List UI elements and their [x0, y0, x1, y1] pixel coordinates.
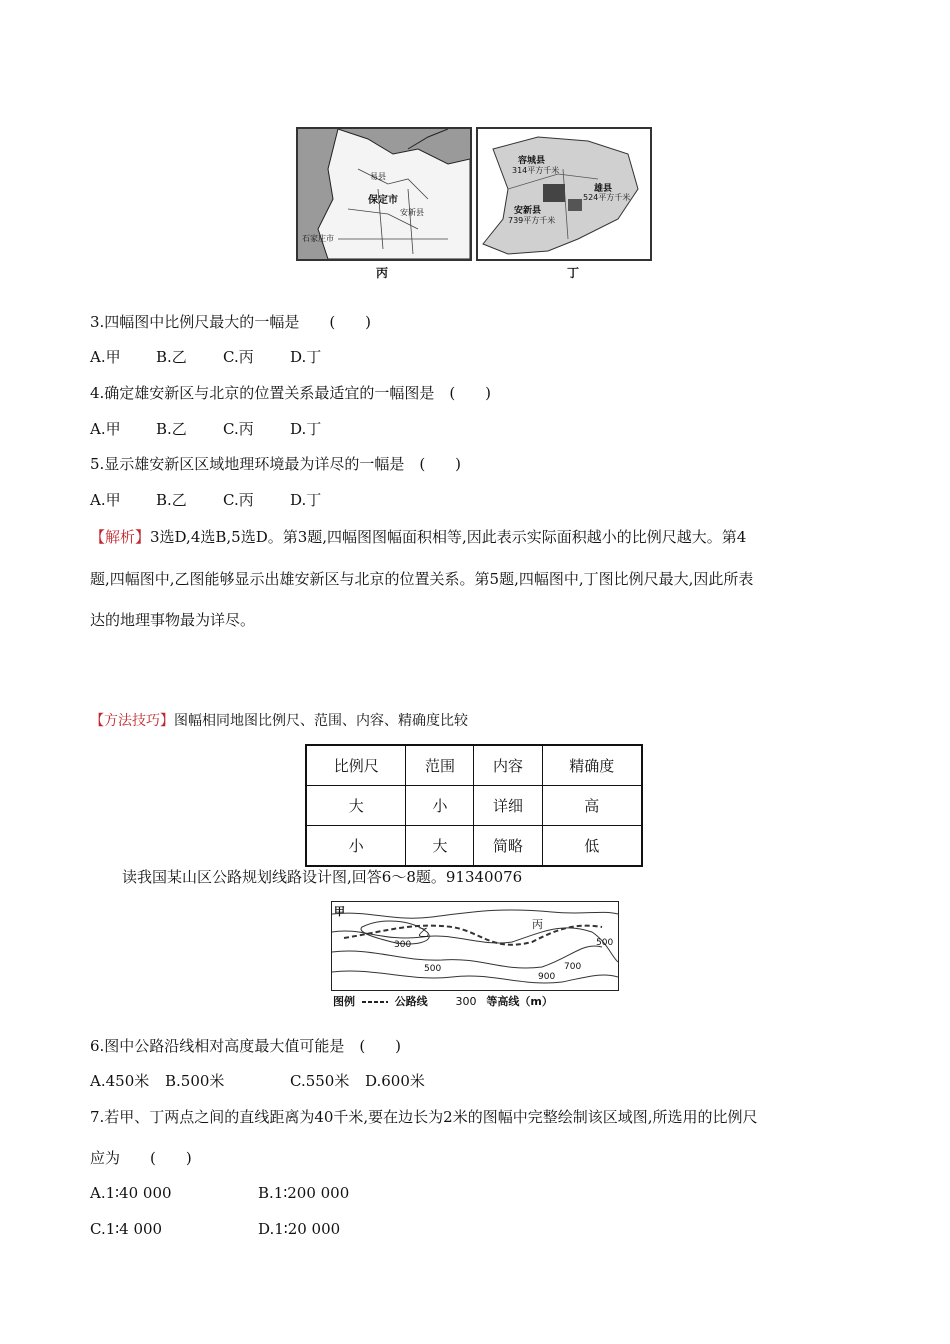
analysis-tag: 【解析】 — [90, 528, 151, 546]
legend-contour-label: 等高线（m） — [486, 995, 553, 1008]
map-ding — [476, 127, 652, 261]
table-cell: 详细 — [474, 786, 542, 826]
ding-xiongxian: 雄县 — [594, 184, 613, 194]
table-cell: 大 — [406, 826, 474, 867]
option-d: D.丁 — [290, 491, 322, 509]
map-bing-label: 保定市 — [368, 195, 398, 206]
analysis-line-2: 题,四幅图中,乙图能够显示出雄安新区与北京的位置关系。第5题,四幅图中,丁图比例尺最大,因此所表 — [90, 570, 754, 588]
map-bing-label: 石家庄市 — [302, 234, 334, 243]
caption-ding: 丁 — [567, 266, 580, 280]
question-6-options — [90, 1070, 425, 1091]
map-bing — [296, 127, 472, 261]
option-b: B.乙 — [156, 491, 187, 509]
contour-label-jia: 甲 — [334, 905, 345, 918]
table-row — [306, 786, 642, 826]
contour-label-300: 300 — [394, 940, 412, 950]
contour-label-700: 700 — [564, 962, 582, 972]
table-header-cell: 范围 — [406, 745, 474, 786]
legend-contour-value: 300 — [455, 995, 477, 1008]
contour-label-bing: 丙 — [532, 918, 543, 931]
question-5-options — [90, 489, 321, 510]
option-a: A.450米 — [90, 1072, 150, 1090]
option-a: A.1∶40 000 — [90, 1184, 172, 1202]
option-d: D.丁 — [290, 420, 322, 438]
table-header-cell: 内容 — [474, 745, 542, 786]
table-header-cell: 精确度 — [542, 745, 642, 786]
caption-bing: 丙 — [376, 266, 389, 280]
ding-xiongxian-area: 524平方千米 — [583, 193, 631, 202]
table-cell: 小 — [406, 786, 474, 826]
option-c: C.丙 — [223, 420, 254, 438]
table-cell: 小 — [306, 826, 406, 867]
question-7-line-2: 应为 ( ) — [90, 1149, 192, 1167]
ding-rongcheng-area: 314平方千米 — [512, 166, 560, 175]
method-title: 图幅相同地图比例尺、范围、内容、精确度比较 — [174, 713, 468, 729]
table-cell: 高 — [542, 786, 642, 826]
option-a: A.甲 — [90, 491, 121, 509]
option-a: A.甲 — [90, 348, 121, 366]
contour-map-drawing — [332, 902, 618, 990]
contour-label-yi: 乙 — [418, 926, 429, 939]
option-c: C.丙 — [223, 491, 254, 509]
contour-map — [331, 901, 619, 991]
table-cell: 简略 — [474, 826, 542, 867]
ding-rongcheng: 容城县 — [518, 156, 546, 166]
analysis-text: 3选D,4选B,5选D。第3题,四幅图图幅面积相等,因此表示实际面积越小的比例尺越大。第4 — [150, 528, 747, 546]
option-c: C.550米 — [290, 1072, 350, 1090]
legend-title: 图例 — [333, 995, 355, 1008]
ding-anxin: 安新县 — [514, 206, 542, 216]
table-header-row — [306, 745, 642, 786]
question-7-options-row-1 — [90, 1184, 349, 1202]
analysis-line-3: 达的地理事物最为详尽。 — [90, 611, 256, 629]
question-4-options — [90, 418, 321, 439]
method-tag: 【方法技巧】 — [90, 713, 174, 729]
reading-prompt: 读我国某山区公路规划线路设计图,回答6～8题。91340076 — [122, 868, 523, 886]
question-4: 4.确定雄安新区与北京的位置关系最适宜的一幅图是 ( ) — [90, 384, 492, 402]
map-bing-label: 易县 — [370, 172, 386, 181]
analysis-line-1 — [90, 526, 746, 547]
ding-anxin-area: 739平方千米 — [508, 216, 556, 225]
option-d: D.1∶20 000 — [258, 1220, 341, 1238]
question-7-options-row-2 — [90, 1220, 340, 1238]
question-5: 5.显示雄安新区区域地理环境最为详尽的一幅是 ( ) — [90, 455, 462, 473]
option-c: C.1∶4 000 — [90, 1220, 163, 1238]
question-6: 6.图中公路沿线相对高度最大值可能是 ( ) — [90, 1037, 402, 1055]
table-header-cell: 比例尺 — [306, 745, 406, 786]
contour-label-500: 500 — [424, 964, 442, 974]
question-3-options — [90, 346, 321, 367]
legend-road-label: 公路线 — [394, 995, 428, 1008]
table-cell: 大 — [306, 786, 406, 826]
option-d: D.600米 — [365, 1072, 425, 1090]
option-d: D.丁 — [290, 348, 322, 366]
table-cell: 低 — [542, 826, 642, 867]
option-b: B.乙 — [156, 348, 187, 366]
option-b: B.1∶200 000 — [258, 1184, 350, 1202]
option-b: B.乙 — [156, 420, 187, 438]
option-a: A.甲 — [90, 420, 121, 438]
map-bing-label: 安新县 — [400, 208, 424, 217]
comparison-table — [305, 744, 643, 867]
contour-label-500: 500 — [596, 938, 614, 948]
option-b: B.500米 — [165, 1072, 225, 1090]
question-3: 3.四幅图中比例尺最大的一幅是 ( ) — [90, 313, 372, 331]
legend-road-symbol — [362, 998, 388, 1006]
table-row — [306, 826, 642, 867]
method-heading — [90, 710, 468, 730]
contour-legend — [333, 993, 553, 1009]
option-c: C.丙 — [223, 348, 254, 366]
contour-label-900: 900 — [538, 972, 556, 982]
question-7-line-1: 7.若甲、丁两点之间的直线距离为40千米,要在边长为2米的图幅中完整绘制该区域图,所选用的比例尺 — [90, 1108, 758, 1126]
